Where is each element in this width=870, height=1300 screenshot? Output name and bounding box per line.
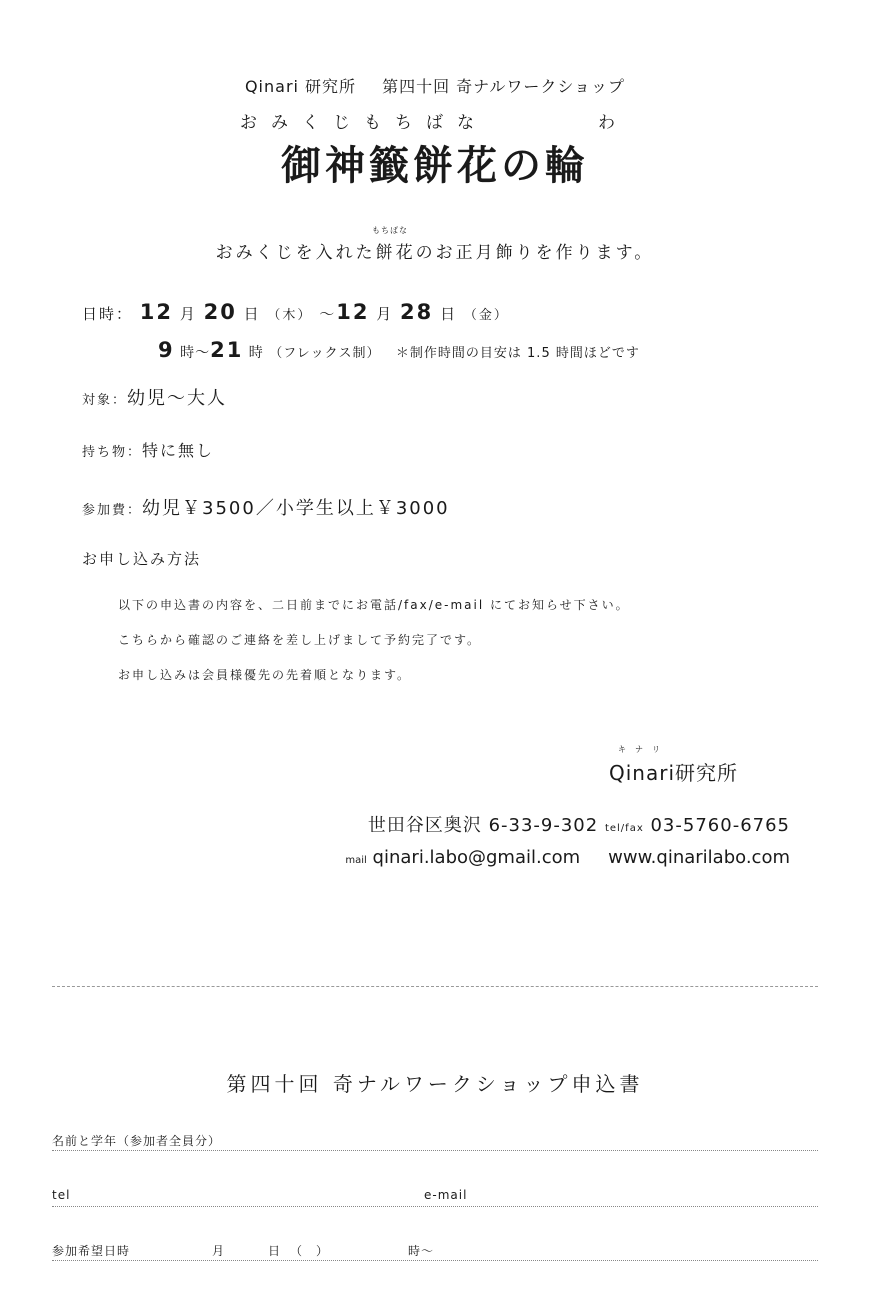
start-day: 20: [203, 300, 237, 324]
end-month: 12: [336, 300, 370, 324]
schedule-row: [82, 300, 509, 324]
end-day: 28: [400, 300, 434, 324]
target-label: 対象：: [82, 393, 128, 408]
name-field-label: 名前と学年（参加者全員分）: [52, 1134, 222, 1148]
cut-line: [52, 986, 818, 987]
address-line: [368, 811, 790, 837]
workshop-header: [0, 74, 870, 97]
day-unit: 日: [440, 305, 458, 323]
time-unit: 時: [248, 345, 264, 361]
method-line-3: お申し込みは会員様優先の先着順となります。: [118, 668, 412, 682]
form-title: 第四十回 奇ナルワークショップ申込書: [226, 1072, 644, 1096]
range-tilde: ～: [319, 305, 337, 323]
fee-value: 幼児￥3500／小学生以上￥3000: [142, 498, 450, 519]
event-name: 第四十回 奇ナルワークショップ: [382, 77, 626, 96]
time-tilde: ～: [195, 345, 211, 361]
start-weekday: （木）: [267, 308, 313, 323]
bring-value: 特に無し: [142, 441, 215, 460]
method-heading: お申し込み方法: [82, 550, 202, 568]
fee-label: 参加費：: [82, 503, 143, 518]
title-ruby-wa: わ: [598, 113, 615, 133]
fee-row: [82, 494, 450, 520]
method-line-2: こちらから確認のご連絡を差し上げまして予約完了です。: [118, 633, 482, 647]
schedule-label: 日時：: [82, 305, 134, 323]
website-url[interactable]: www.qinarilabo.com: [608, 847, 790, 868]
month-unit: 月: [179, 305, 197, 323]
duration-note: ＊制作時間の目安は 1.5 時間ほどです: [395, 346, 640, 361]
lab-name: Qinari研究所: [609, 761, 739, 785]
time-unit: 時: [180, 345, 196, 361]
mail-line: [345, 847, 790, 868]
email-field-label: e-mail: [424, 1188, 468, 1202]
org-name: Qinari 研究所: [244, 77, 357, 96]
day-unit: 日: [243, 305, 261, 323]
bring-row: [82, 438, 214, 461]
mail-label: mail: [345, 855, 367, 866]
address: 世田谷区奥沢 6-33-9-302: [367, 815, 599, 836]
target-row: [82, 384, 227, 410]
time-note: （フレックス制）: [269, 346, 381, 361]
lab-ruby: キナリ: [618, 745, 669, 754]
intro-ruby: もちばな: [372, 226, 408, 235]
tel-label: tel/fax: [604, 823, 644, 834]
time-row: [158, 338, 640, 362]
contact-field[interactable]: [52, 1186, 818, 1207]
name-field[interactable]: [52, 1130, 818, 1151]
intro-text: おみくじを入れた餅花のお正月飾りを作ります。: [215, 243, 655, 263]
method-line-1: 以下の申込書の内容を、二日前までにお電話/fax/e-mail にてお知らせ下さい。: [118, 598, 630, 612]
day-label: 日: [268, 1244, 282, 1258]
date-field-label: 参加希望日時: [52, 1244, 131, 1258]
email-address[interactable]: qinari.labo@gmail.com: [372, 847, 581, 868]
bring-label: 持ち物：: [82, 445, 143, 460]
tel-number: 03-5760-6765: [650, 815, 790, 836]
target-value: 幼児～大人: [127, 388, 228, 409]
end-weekday: （金）: [463, 308, 509, 323]
weekday-paren: （ ）: [290, 1244, 330, 1258]
tel-field-label: tel: [52, 1188, 71, 1202]
time-end: 21: [210, 338, 244, 362]
month-label: 月: [212, 1244, 226, 1258]
start-month: 12: [139, 300, 174, 324]
month-unit: 月: [376, 305, 394, 323]
time-label: 時～: [408, 1244, 435, 1258]
time-start: 9: [158, 338, 175, 362]
date-field[interactable]: [52, 1240, 818, 1261]
page-title: 御神籤餅花の輪: [281, 143, 589, 189]
title-ruby: おみくじもちばな: [240, 113, 488, 133]
